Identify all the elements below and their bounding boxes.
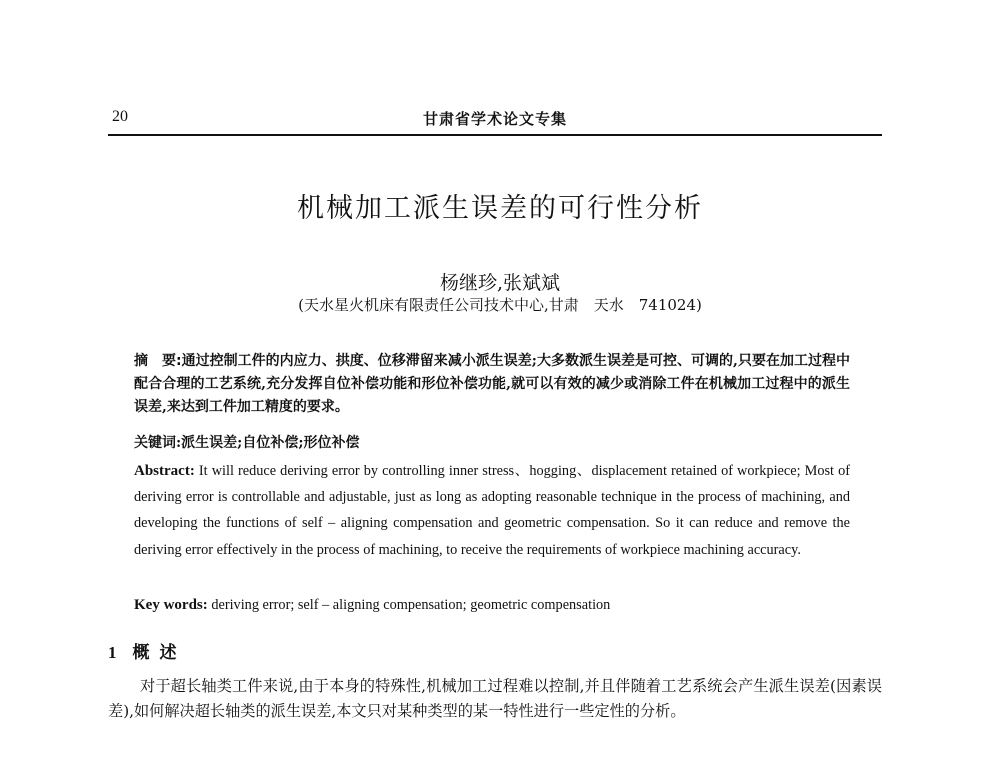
journal-name: 甘肃省学术论文专集 bbox=[422, 110, 567, 128]
keywords-cn-label: 关键词: bbox=[134, 435, 182, 451]
page-number: 20 bbox=[112, 108, 128, 125]
keywords-en-label: Key words: bbox=[134, 597, 208, 613]
affiliation: (天水星火机床有限责任公司技术中心,甘肃 天水 741024) bbox=[298, 296, 702, 314]
abstract-en bbox=[134, 458, 850, 563]
running-header bbox=[108, 104, 882, 134]
keywords-en-text: deriving error; self – aligning compensation; geometric compensation bbox=[211, 597, 611, 613]
abstract-en-label: Abstract: bbox=[134, 463, 195, 479]
paper-title: 机械加工派生误差的可行性分析 bbox=[297, 193, 703, 224]
header-rule bbox=[108, 134, 882, 136]
abstract-cn bbox=[134, 350, 850, 419]
section-title: 概述 bbox=[132, 643, 187, 663]
keywords-cn bbox=[134, 432, 850, 454]
section-number: 1 bbox=[108, 643, 117, 662]
keywords-cn-text: 派生误差;自位补偿;形位补偿 bbox=[181, 435, 360, 451]
authors: 杨继珍,张斌斌 bbox=[439, 272, 561, 294]
keywords-en bbox=[134, 594, 850, 616]
abstract-cn-text: 通过控制工件的内应力、拱度、位移滞留来减小派生误差;大多数派生误差是可控、可调的,只要在加工过程中配合合理的工艺系统,充分发挥自位补偿功能和形位补偿功能,就可以有效的减少或消除工件在机械加工过程中的派生误差,来达到工件加工精度的要求。 bbox=[134, 353, 850, 415]
abstract-en-text: It will reduce deriving error by controlling inner stress、hogging、displacement retained of workpiece; Most of deriving error is controllable and adjustable, just as long as adopting reasonable technique in the process of machining, and developing the functions of self – aligning compensation and geometric compensation. So it can reduce and remove the deriving error effectively in the process of machining, to receive the requirements of workpiece machining accuracy. bbox=[134, 463, 851, 558]
section-heading bbox=[108, 638, 187, 663]
body-paragraph: 对于超长轴类工件来说,由于本身的特殊性,机械加工过程难以控制,并且伴随着工艺系统会产生派生误差(因素误差),如何解决超长轴类的派生误差,本文只对某种类型的某一特性进行一些定性的分析。 bbox=[108, 677, 882, 720]
abstract-cn-label: 摘 要: bbox=[134, 353, 182, 369]
